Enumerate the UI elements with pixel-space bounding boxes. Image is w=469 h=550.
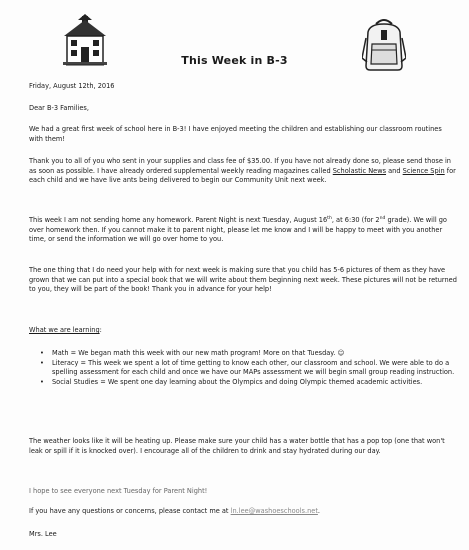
paragraph-pictures: The one thing that I do need your help with for next week is making sure that you child has 5-6 pictures of them as they have grown that we can put into a special book that we will write about them beginning next week. These pictures will not be returned to you, they will be part of the book! Thank you in advance for your help!	[29, 266, 457, 294]
paragraph-parent-night: I hope to see everyone next Tuesday for Parent Night!	[29, 487, 208, 495]
paragraph-contact-period: .	[317, 507, 321, 515]
paragraph-homework-text-c: grade). We will go over homework then. If you cannot make it to parent night, please let me know and I will be happy to meet with you another time, or send the information we will go over home to you.	[29, 216, 447, 244]
paragraph-supplies-text-a: Thank you to all of you who sent in your supplies and class fee of $35.00. If you have not already done so, please send those in as soon as possible. I have already ordered supplemental weekly reading magazines called	[29, 157, 451, 175]
learning-heading-colon: :	[99, 326, 102, 334]
learning-heading: What we are learning	[29, 326, 100, 334]
list-item-social-studies: • Social Studies = We spent one day learning about the Olympics and doing Olympic themed academic activities.	[40, 378, 458, 388]
letter-date: Friday, August 12th, 2016	[29, 82, 115, 90]
paragraph-supplies-text-b: for each child and we have live ants being delivered to begin our Community Unit next week.	[29, 166, 456, 185]
email-link[interactable]: ln.lee@washoeschools.net	[230, 507, 318, 515]
paragraph-supplies	[29, 157, 457, 186]
learning-heading-line	[29, 326, 457, 336]
magazine-scholastic-news: Scholastic News	[332, 166, 387, 175]
list-item-literacy: • Literacy = This week we spent a lot of time getting to know each other, our classroom and school. We were able to do a spelling assessment for each child and once we have our MAPs assessment we will begin small group reading instruction.	[40, 359, 458, 378]
magazine-science-spin: Science Spin	[402, 166, 445, 175]
paragraph-supplies-and: and	[386, 166, 403, 175]
paragraph-homework-text-a: This week I am not sending home any homework. Parent Night is next Tuesday, August 16	[29, 216, 328, 224]
paragraph-first-week: We had a great first week of school here in B-3! I have enjoyed meeting the children and establishing our classroom routines with them!	[29, 125, 442, 143]
superscript-nd: nd	[379, 215, 386, 221]
list-item-math: • Math = We began math this week with our new math program! More on that Tuesday. ☺	[40, 349, 458, 359]
letter-greeting: Dear B-3 Families,	[29, 104, 89, 112]
paragraph-homework	[29, 216, 457, 245]
learning-list	[40, 349, 458, 387]
backpack-icon	[362, 18, 406, 72]
paragraph-contact-text: If you have any questions or concerns, please contact me at	[29, 507, 231, 515]
superscript-th: th	[327, 215, 332, 221]
paragraph-homework-text-b: , at 6:30 (for 2	[331, 216, 380, 224]
paragraph-weather: The weather looks like it will be heating up. Please make sure your child has a water bottle that has a pop top (one that won't leak or spill if it is knocked over). I encourage all of the children to drink and stay hydrated during our day.	[29, 437, 445, 455]
signature: Mrs. Lee	[29, 530, 57, 538]
paragraph-contact	[29, 507, 457, 517]
page-title: This Week in B-3	[181, 54, 288, 67]
